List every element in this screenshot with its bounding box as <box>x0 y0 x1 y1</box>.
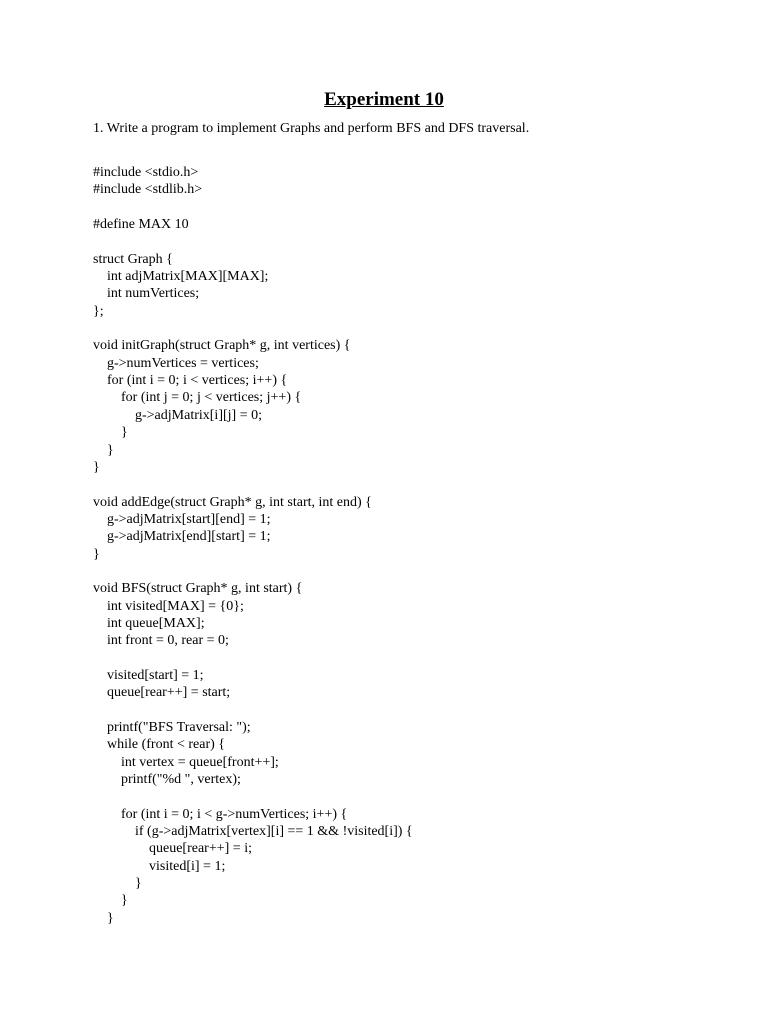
code-line: printf("BFS Traversal: "); <box>93 720 251 735</box>
code-line: #include <stdlib.h> <box>93 182 203 198</box>
question-text: 1. Write a program to implement Graphs and perform BFS and DFS traversal. <box>93 121 530 136</box>
code-line: #define MAX 10 <box>93 217 189 233</box>
code-line: for (int j = 0; j < vertices; j++) { <box>93 390 302 406</box>
code-line: } <box>93 425 128 441</box>
code-line: visited[i] = 1; <box>93 858 226 874</box>
code-line: int queue[MAX]; <box>93 615 205 631</box>
code-line <box>93 476 413 493</box>
code-line: void addEdge(struct Graph* g, int start, int end) { <box>93 494 372 510</box>
code-line: int vertex = queue[front++]; <box>93 754 279 770</box>
code-line: if (g->adjMatrix[vertex][i] == 1 && !visited[i]) { <box>93 824 413 840</box>
code-line: } <box>93 876 142 892</box>
code-line: g->adjMatrix[start][end] = 1; <box>93 511 271 527</box>
code-line: int numVertices; <box>93 286 200 302</box>
code-line <box>93 788 413 805</box>
code-line <box>93 650 413 667</box>
code-line <box>93 320 413 337</box>
code-line: } <box>93 442 114 458</box>
code-line: } <box>93 546 100 562</box>
code-line: for (int i = 0; i < g->numVertices; i++) { <box>93 806 348 822</box>
code-line: #include <stdio.h> <box>93 165 199 180</box>
code-line <box>93 702 413 719</box>
code-line: int visited[MAX] = {0}; <box>93 598 244 614</box>
code-line: }; <box>93 303 104 319</box>
code-line: for (int i = 0; i < vertices; i++) { <box>93 373 288 389</box>
code-line: visited[start] = 1; <box>93 667 204 683</box>
code-line: g->adjMatrix[i][j] = 0; <box>93 407 262 423</box>
code-line: } <box>93 893 128 909</box>
code-line: void BFS(struct Graph* g, int start) { <box>93 581 303 597</box>
code-line: void initGraph(struct Graph* g, int vertices) { <box>93 338 351 354</box>
code-line: int front = 0, rear = 0; <box>93 633 229 649</box>
code-line <box>93 199 413 216</box>
code-line: g->adjMatrix[end][start] = 1; <box>93 529 271 545</box>
code-line <box>93 563 413 580</box>
code-line: struct Graph { <box>93 251 173 267</box>
page-title: Experiment 10 <box>324 89 444 110</box>
code-line: g->numVertices = vertices; <box>93 355 259 371</box>
code-line: while (front < rear) { <box>93 737 226 753</box>
code-line: printf("%d ", vertex); <box>93 772 241 788</box>
code-line: int adjMatrix[MAX][MAX]; <box>93 269 269 285</box>
code-line: queue[rear++] = i; <box>93 841 252 857</box>
code-block <box>93 164 413 927</box>
code-line: } <box>93 910 114 926</box>
code-line: queue[rear++] = start; <box>93 685 231 701</box>
code-line: } <box>93 459 100 475</box>
code-line <box>93 233 413 250</box>
